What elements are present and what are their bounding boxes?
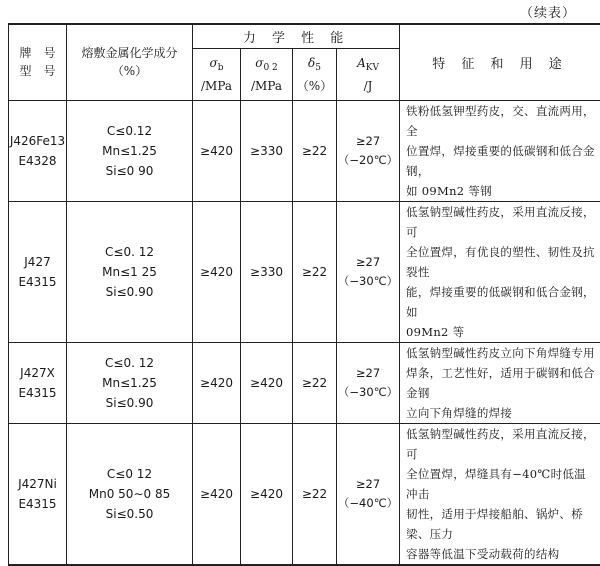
header-grade: 牌 号 型 号 [9,24,67,100]
grade-cell: J426Fe13 E4328 [9,100,67,201]
header-usage: 特 征 和 用 途 [400,24,600,100]
usage-cell: 低氢钠型碱性药皮，采用直流反接，可 全位置焊，焊缝具有−40℃时低温冲击 韧性，适用于焊接船舶、锅炉、桥梁、压力 容器等低温下受动载荷的结构 [400,423,600,565]
composition-cell: C≤0. 12 Mn≤1.25 Si≤0.90 [67,342,193,423]
impact-cell: ≥27 （−30℃） [337,342,400,423]
tensile-cell: ≥420 [193,100,241,201]
elongation-cell: ≥22 [293,423,337,565]
electrode-table [8,23,600,566]
elongation-cell: ≥22 [293,100,337,201]
impact-cell: ≥27 （−40℃） [337,423,400,565]
table-row [9,423,600,565]
elongation-cell: ≥22 [293,342,337,423]
composition-cell: C≤0 12 Mn0 50∼0 85 Si≤0.50 [67,423,193,565]
yield-cell: ≥330 [241,100,293,201]
yield-cell: ≥330 [241,201,293,342]
grade-cell: J427 E4315 [9,201,67,342]
grade-cell: J427X E4315 [9,342,67,423]
header-yield: $\sigma_{0 2}$ /MPa [241,48,293,100]
impact-cell: ≥27 （−20℃） [337,100,400,201]
table-row [9,201,600,342]
tensile-cell: ≥420 [193,201,241,342]
header-tensile: $\sigma_b$ /MPa [193,48,241,100]
header-mechanical: 力 学 性 能 [193,24,400,48]
composition-cell: C≤0.12 Mn≤1.25 Si≤0 90 [67,100,193,201]
yield-cell: ≥420 [241,342,293,423]
continued-label: （续表） [520,2,576,21]
table-row [9,100,600,201]
tensile-cell: ≥420 [193,423,241,565]
yield-cell: ≥420 [241,423,293,565]
tensile-cell: ≥420 [193,342,241,423]
table-row [9,342,600,423]
impact-cell: ≥27 （−30℃） [337,201,400,342]
usage-cell: 低氢钠型碱性药皮立向下角焊缝专用 焊条，工艺性好，适用于碳钢和低合金钢 立向下角焊缝的焊接 [400,342,600,423]
composition-cell: C≤0. 12 Mn≤1 25 Si≤0.90 [67,201,193,342]
grade-cell: J427Ni E4315 [9,423,67,565]
header-impact: $A_{KV}$ /J [337,48,400,100]
usage-cell: 铁粉低氢钾型药皮，交、直流两用，全 位置焊，焊接重要的低碳钢和低合金钢， 如 09Mn2 等钢 [400,100,600,201]
header-composition: 熔敷金属化学成分 （%） [67,24,193,100]
header-elongation: $\delta_5$ （%） [293,48,337,100]
elongation-cell: ≥22 [293,201,337,342]
usage-cell: 低氢钠型碱性药皮，采用直流反接，可 全位置焊，有优良的塑性、韧性及抗裂性 能，焊接重要的低碳钢和低合金钢，如 09Mn2 等 [400,201,600,342]
